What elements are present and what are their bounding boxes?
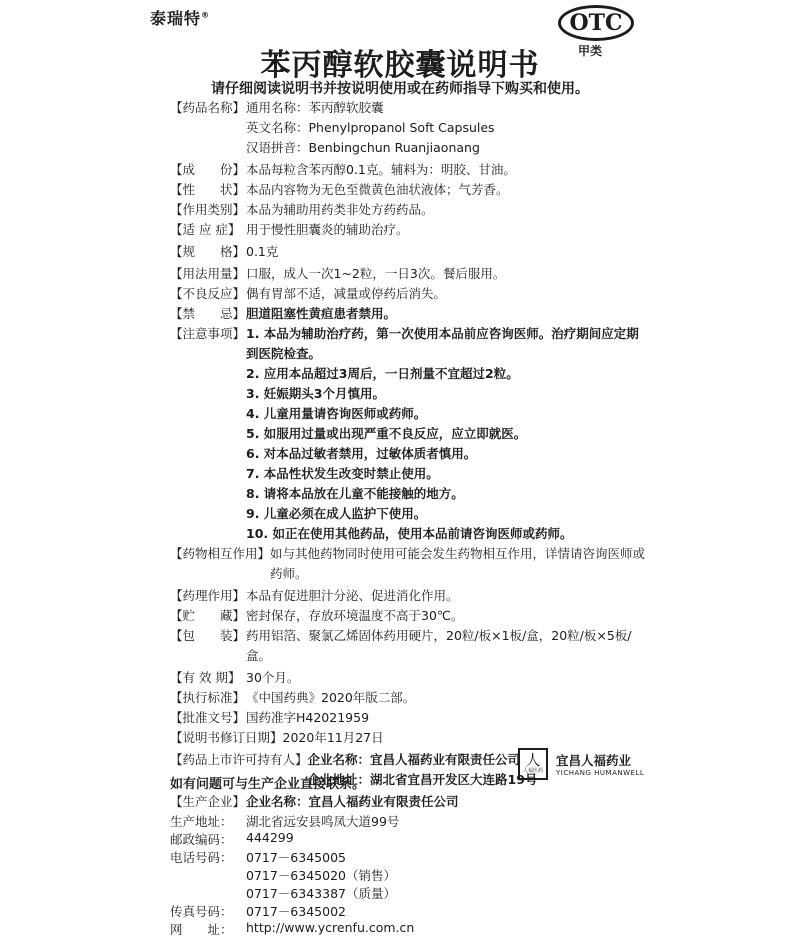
manufacturer-details [246, 792, 650, 812]
precaution-item: 9. 儿童必须在成人监护下使用。 [246, 506, 427, 521]
section-value: 如与其他药物同时使用可能会发生药物相互作用，详情请咨询医师或药师。 [270, 546, 646, 581]
section-value: 药用铝箔、聚氯乙烯固体药用硬片，20粒/板×1板/盒，20粒/板×5板/盒。 [246, 628, 632, 663]
footer-note: 如有问题可与生产企业直接联系。 [170, 777, 366, 792]
section-interactions [170, 544, 650, 584]
section-value: 30个月。 [246, 670, 300, 685]
company-logo-en: YICHANG HUMANWELL [556, 769, 645, 777]
section-value: 偶有胃部不适，减量或停药后消失。 [246, 286, 447, 301]
section-label: 【规 格】 [170, 244, 246, 259]
section-approval [170, 708, 650, 728]
section-validity [170, 668, 650, 688]
section-value: 0.1克 [246, 244, 279, 259]
section-label: 【说明书修订日期】 [170, 730, 283, 745]
section-value: 密封保存，存放环境温度不高于30℃。 [246, 608, 464, 623]
website-key: 网 址： [170, 922, 233, 937]
section-value: 胆道阻塞性黄疸患者禁用。 [246, 306, 397, 321]
section-description [170, 180, 650, 200]
manufacturer-phone [170, 884, 650, 902]
section-label: 【成 份】 [170, 162, 246, 177]
section-label: 【药品名称】 [170, 100, 246, 115]
section-value [246, 98, 650, 158]
leaflet-body [170, 98, 650, 938]
precaution-item: 5. 如服用过量或出现严重不良反应，应立即就医。 [246, 426, 527, 441]
section-label: 【药理作用】 [170, 588, 246, 603]
section-standard [170, 688, 650, 708]
section-label: 【批准文号】 [170, 710, 246, 725]
fax-key: 传真号码： [170, 904, 233, 919]
humanwell-icon: 人 人福医药 [518, 748, 548, 780]
postcode-value: 444299 [246, 830, 294, 845]
manufacturer-phone [170, 866, 650, 884]
section-contraindications [170, 304, 650, 324]
section-label: 【药品上市许可持有人】 [170, 752, 308, 767]
section-value: 本品每粒含苯丙醇0.1克。辅料为：明胶、甘油。 [246, 162, 516, 177]
section-category [170, 200, 650, 220]
precautions-list [246, 324, 650, 544]
section-label: 【用法用量】 [170, 266, 246, 281]
manufacturer-address [170, 812, 650, 830]
section-label: 【生产企业】 [170, 794, 246, 809]
section-revision [170, 728, 650, 748]
section-drug-name [170, 98, 650, 158]
precaution-item: 1. 本品为辅助治疗药，第一次使用本品前应咨询医师。治疗期间应定期到医院检查。 [246, 326, 639, 361]
website-link[interactable]: http://www.ycrenfu.com.cn [246, 920, 415, 935]
pinyin-name: 汉语拼音：Benbingchun Ruanjiaonang [246, 140, 480, 155]
section-label: 【作用类别】 [170, 202, 246, 217]
section-adverse [170, 284, 650, 304]
section-label: 【注意事项】 [170, 326, 246, 341]
precaution-item: 4. 儿童用量请咨询医师或药师。 [246, 406, 427, 421]
section-packaging [170, 626, 650, 666]
section-label: 【有 效 期】 [170, 670, 241, 685]
section-manufacturer [170, 792, 650, 812]
manufacturer-website [170, 920, 650, 938]
phone-value: 0717－6345020（销售） [246, 868, 396, 883]
section-value: 本品有促进胆汁分泌、促进消化作用。 [246, 588, 459, 603]
manufacturer-name [246, 792, 650, 812]
otc-badge: OTC [558, 5, 634, 41]
precaution-item: 8. 请将本品放在儿童不能接触的地方。 [246, 486, 464, 501]
manufacturer-name-value: 宜昌人福药业有限责任公司 [308, 794, 459, 809]
page-subtitle: 请仔细阅读说明书并按说明使用或在药师指导下购买和使用。 [211, 81, 589, 97]
precaution-item: 2. 应用本品超过3周后，一日剂量不宜超过2粒。 [246, 366, 519, 381]
phone-value: 0717－6343387（质量） [246, 886, 396, 901]
precaution-item: 7. 本品性状发生改变时禁止使用。 [246, 466, 439, 481]
postcode-key: 邮政编码： [170, 832, 233, 847]
manufacturer-name-key: 企业名称： [246, 794, 309, 809]
phone-value: 0717－6345005 [246, 850, 346, 865]
fax-value: 0717－6345002 [246, 904, 346, 919]
section-label: 【禁 忌】 [170, 306, 246, 321]
section-value: 2020年11月27日 [282, 730, 384, 745]
address-key: 生产地址： [170, 814, 233, 829]
phone-key: 电话号码： [170, 850, 233, 865]
section-specification [170, 242, 650, 262]
company-logo-cn: 宜昌人福药业 [556, 753, 632, 768]
english-name: 英文名称：Phenylpropanol Soft Capsules [246, 120, 495, 135]
manufacturer-contact [170, 812, 650, 938]
section-value: 国药准字H42021959 [246, 710, 370, 725]
section-value: 本品内容物为无色至微黄色油状液体；气芳香。 [246, 182, 509, 197]
generic-name: 通用名称：苯丙醇软胶囊 [246, 100, 384, 115]
section-value: 口服，成人一次1~2粒，一日3次。餐后服用。 [246, 266, 506, 281]
section-value: 本品为辅助用药类非处方药药品。 [246, 202, 434, 217]
address-value: 湖北省远安县鸣凤大道99号 [246, 814, 400, 829]
precaution-item: 10. 如正在使用其他药品，使用本品前请咨询医师或药师。 [246, 526, 573, 541]
section-indications [170, 220, 650, 240]
section-value: 用于慢性胆囊炎的辅助治疗。 [246, 222, 409, 237]
section-label: 【性 状】 [170, 182, 246, 197]
section-storage [170, 606, 650, 626]
precaution-item: 3. 妊娠期头3个月慎用。 [246, 386, 385, 401]
section-pharmacology [170, 586, 650, 606]
precaution-item: 6. 对本品过敏者禁用，过敏体质者慎用。 [246, 446, 477, 461]
section-composition [170, 160, 650, 180]
section-precautions [170, 324, 650, 544]
section-dosage [170, 264, 650, 284]
holder-address: 企业地址：湖北省宜昌开发区大连路19号 [307, 772, 538, 787]
section-label: 【药物相互作用】 [170, 546, 271, 561]
section-label: 【贮 藏】 [170, 608, 246, 623]
section-label: 【执行标准】 [170, 690, 246, 705]
manufacturer-phone [170, 848, 650, 866]
company-logo [518, 748, 644, 780]
section-label: 【不良反应】 [170, 286, 246, 301]
page-title: 苯丙醇软胶囊说明书 [260, 48, 540, 83]
otc-class-label: 甲类 [578, 44, 603, 58]
section-label: 【包 装】 [170, 628, 246, 643]
brand-logo: 泰瑞特® [150, 9, 211, 28]
manufacturer-postcode [170, 830, 650, 848]
section-label: 【适 应 症】 [170, 222, 241, 237]
section-value: 《中国药典》2020年版二部。 [246, 690, 416, 705]
holder-name: 企业名称：宜昌人福药业有限责任公司 [307, 752, 521, 767]
manufacturer-fax [170, 902, 650, 920]
